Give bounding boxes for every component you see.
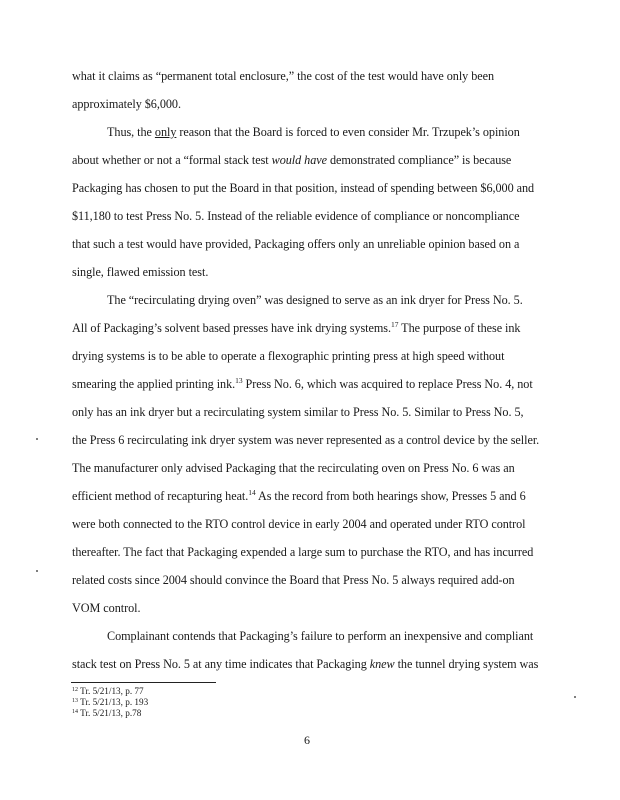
- text-span: were both connected to the RTO control device in early 2004 and operated under RTO control: [72, 517, 526, 531]
- text-span: smearing the applied printing ink.: [72, 377, 236, 391]
- footnote-number: 13: [72, 698, 78, 704]
- body-line: [72, 461, 515, 476]
- text-span: that such a test would have provided, Packaging offers only an unreliable opinion based on a: [72, 237, 520, 251]
- footnote-text: Tr. 5/21/13, p. 77: [78, 686, 144, 696]
- body-line: [72, 209, 519, 224]
- text-span: only has an ink dryer but a recirculating system similar to Press No. 5. Similar to Press No. 5,: [72, 405, 524, 419]
- scan-speck: [36, 438, 38, 440]
- page-number: 6: [304, 733, 310, 747]
- text-span: reason that the Board is forced to even consider Mr. Trzupek’s opinion: [176, 125, 520, 139]
- body-line: [72, 97, 181, 112]
- body-line: [72, 321, 520, 336]
- body-line: [72, 601, 140, 616]
- text-span: demonstrated compliance” is because: [326, 153, 512, 167]
- scan-speck: [574, 696, 576, 698]
- body-line: [72, 517, 526, 532]
- text-span: the tunnel drying system was: [394, 657, 539, 671]
- text-span: Thus, the: [107, 125, 155, 139]
- text-span: The purpose of these ink: [398, 321, 521, 335]
- footnote-divider: [71, 682, 216, 683]
- footnote-ref: 17: [391, 320, 399, 329]
- underlined-word: only: [154, 125, 177, 139]
- text-span: The manufacturer only advised Packaging that the recirculating oven on Press No. 6 was an: [72, 461, 515, 475]
- text-span: stack test on Press No. 5 at any time indicates that Packaging: [72, 657, 370, 671]
- text-span: The “recirculating drying oven” was designed to serve as an ink dryer for Press No. 5.: [107, 293, 523, 307]
- body-line: [72, 349, 504, 364]
- italic-phrase: would have: [271, 153, 327, 167]
- text-span: As the record from both hearings show, Presses 5 and 6: [255, 489, 526, 503]
- footnote-number: 12: [72, 687, 78, 693]
- footnote-ref: 14: [248, 488, 256, 497]
- body-line: [72, 265, 208, 280]
- body-line: [72, 69, 494, 84]
- body-line: [107, 629, 533, 644]
- body-line: [72, 237, 519, 252]
- body-line: [72, 489, 526, 504]
- text-span: thereafter. The fact that Packaging expended a large sum to purchase the RTO, and has incurred: [72, 545, 534, 559]
- body-line: [107, 125, 520, 140]
- footnote: [72, 708, 141, 718]
- italic-word: knew: [369, 657, 395, 671]
- body-line: [72, 433, 539, 448]
- footnote: [72, 697, 148, 707]
- scan-speck: [36, 570, 38, 572]
- body-line: [72, 573, 515, 588]
- body-line: [72, 545, 533, 560]
- text-span: efficient method of recapturing heat.: [72, 489, 249, 503]
- body-line: [72, 153, 511, 168]
- text-span: Complainant contends that Packaging’s failure to perform an inexpensive and compliant: [107, 629, 534, 643]
- footnote-number: 14: [72, 709, 78, 715]
- body-line: [72, 657, 538, 672]
- text-span: what it claims as “permanent total enclosure,” the cost of the test would have only been: [72, 69, 495, 83]
- text-span: All of Packaging’s solvent based presses have ink drying systems.: [72, 321, 391, 335]
- footnote-text: Tr. 5/21/13, p. 193: [78, 697, 149, 707]
- text-span: $11,180 to test Press No. 5. Instead of the reliable evidence of compliance or noncompliance: [72, 209, 520, 223]
- footnote: [72, 686, 144, 696]
- body-line: [107, 293, 523, 308]
- text-span: related costs since 2004 should convince the Board that Press No. 5 always required add-on: [72, 573, 515, 587]
- text-span: Packaging has chosen to put the Board in that position, instead of spending between $6,000 and: [72, 181, 535, 195]
- text-span: approximately $6,000.: [72, 97, 181, 111]
- text-span: drying systems is to be able to operate a flexographic printing press at high speed without: [72, 349, 505, 363]
- body-line: [72, 405, 524, 420]
- text-span: VOM control.: [72, 601, 141, 615]
- body-line: [72, 377, 533, 392]
- text-span: single, flawed emission test.: [72, 265, 209, 279]
- text-span: about whether or not a “formal stack test: [72, 153, 272, 167]
- text-span: Press No. 6, which was acquired to replace Press No. 4, not: [242, 377, 533, 391]
- footnote-text: Tr. 5/21/13, p.78: [78, 708, 142, 718]
- text-span: the Press 6 recirculating ink dryer system was never represented as a control device by the seller.: [72, 433, 540, 447]
- body-line: [72, 181, 534, 196]
- footnote-ref: 13: [235, 376, 243, 385]
